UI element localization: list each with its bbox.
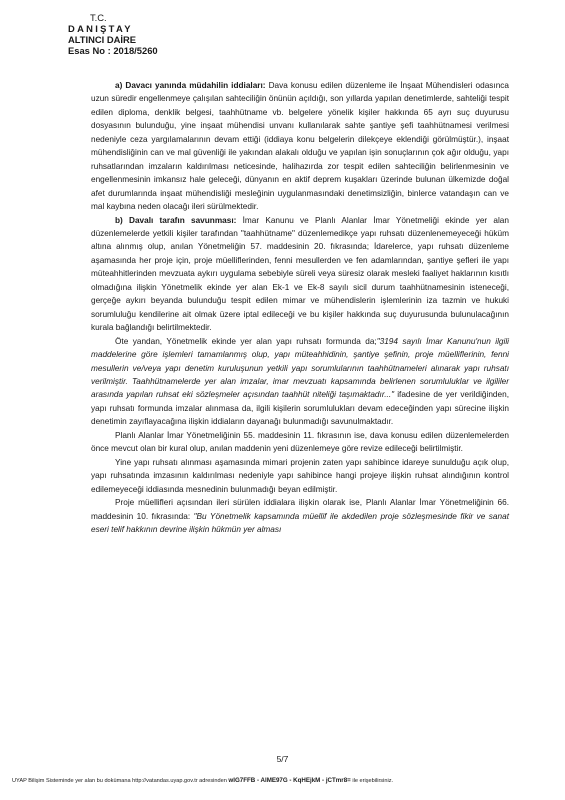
court-name: DANIŞTAY	[68, 23, 133, 34]
section-b	[91, 214, 509, 335]
section-b-text: İmar Kanunu ve Planlı Alanlar İmar Yönetmeliği ekinde yer alan düzenlemelerde yetkili kişiler tarafından "taahhütname" düzenlemedikçe yapı ruhsatı düzenlenemeyeceği hüküm altına alınmış olup, anılan Yönetmeliğin 57. maddesinin 20. fıkrasında; İdarelerce, yapı ruhsatı düzenleme aşamasında her proje için, proje müelliflerinden, fenni mesullerden ve fen adamlarından, şantiye şefleri ile yapı müteahhitlerinden mevzuata aykırı uygulama sebebiyle süreli veya süresiz olarak mesleki faaliyet haklarının kısıtlı olmadığına ilişkin Yönetmelik ekinde yer alan Ek-1 ve Ek-8 sayılı sicil durum taahhütnamesinin isteneceği, gerçeğe aykırı beyanda bulunduğu tespit edilen mimar ve mühendislerin işlemlerinin iza tazmin ve hukuki sorumluluğu kendilerine ait olmak üzere iptal edileceği ve bu kişiler hakkında suç duyurusunda bulunulacağının kurala bağlandığı belirtilmektedir.	[91, 215, 509, 333]
case-number: Esas No : 2018/5260	[68, 45, 158, 56]
paragraph-permit-pre: Öte yandan, Yönetmelik ekinde yer alan yapı ruhsatı formunda da;	[115, 336, 377, 346]
verification-code: wIG7FFB - AlME97G - KqHEjkM - jCTmr8=	[228, 777, 351, 784]
document-body	[91, 79, 509, 536]
paragraph-permit-post: ifadesine de yer verildiğinden, yapı ruhsatı formunda imzalar alınmasa da, ilgili kişilerin sorumlulukları devam edeceğinden yapı sürecine ilişkin denetimin zayıflayacağına ilişkin iddiaların dayanağı bulunmadığı savunulmaktadır.	[91, 390, 509, 427]
document-header	[68, 12, 158, 56]
paragraph-article-55: Planlı Alanlar İmar Yönetmeliğinin 55. maddesinin 11. fıkrasının ise, dava konusu edilen düzenlemelerden önce mevcut olan bir kural olup, anılan maddenin yeni düzenlemeye göre revize edileceği belirtilmiştir.	[91, 430, 509, 454]
paragraph-authors-pre: Proje müellifleri açısından ileri sürülen iddialara ilişkin olarak ise, Planlı Alanlar İmar Yönetmeliğinin 66. maddesinin 10. fıkrasında:	[91, 498, 509, 521]
footer-text-before: UYAP Bilişim Sisteminde yer alan bu dokümana http://vatandas.uyap.gov.tr adresinden	[12, 778, 227, 784]
paragraph-project-authors	[91, 496, 509, 536]
paragraph-architectural-project: Yine yapı ruhsatı alınması aşamasında mimari projenin zaten yapı sahibince idareye sunulduğu açık olup, yapı ruhsatında imzasının kaldırılması nedeniyle yapı sahibince hangi projeye ilişkin ruhsat alındığının kontrol edilemeyeceği iddiasında mesnedinin bulunmadığı beyan edilmiştir.	[91, 457, 509, 494]
section-b-heading: b) Davalı tarafın savunması:	[115, 215, 237, 225]
paragraph-permit-quote: "3194 sayılı İmar Kanunu'nun ilgili maddelerine göre işlemleri tamamlanmış olup, yapı müteahhidinin, şantiye şefinin, proje müelliflerinin, fenni mesullerin ve/veya yapı denetim kuruluşunun yetkili yapı sorumlularının taahhütnameleri alınarak yapı ruhsatı verilmiştir. Taahhütnamelerde yer alan imzalar, imar mevzuatı kapsamında belirlenen sorumluluklar ve ilgililer arasında yapılan ruhsat eki sözleşmeler açısından taahhüt niteliği taşımaktadır..."	[91, 336, 509, 400]
footer-text-after: ile erişebilirsiniz.	[352, 778, 394, 784]
page-number: 5/7	[276, 754, 289, 764]
paragraph-authors-quote: "Bu Yönetmelik kapsamında müellif ile akdedilen proje sözleşmesinde fikir ve sanat eseri telif hakkının devrine ilişkin hükmün yer alması	[91, 511, 509, 534]
section-a-heading: a) Davacı yanında müdahilin iddiaları:	[115, 81, 266, 90]
section-a	[91, 79, 509, 214]
chamber-name: ALTINCI DAİRE	[68, 34, 137, 45]
section-a-text: Dava konusu edilen düzenleme ile İnşaat Mühendisleri odasınca uzun süredir engellenmeye çalışılan sahteciliğin önünün açıldığı, son yıllarda yapılan denetimlerde, sahteliği tespit edilen diploma, denklik belgesi, taahhütname vb. belgelere yönelik kişiler hakkında 65 ayrı suç duyurusu dosyasının bulunduğu, yine inşaat mühendisi unvanı kullanılarak sahte şantiye şefi taahhütnamesi verilmesi nedeniyle ceza yargılamalarının devam ettiği (iddiaya konu belgelerin dilekçeye eklendiği görülmüştür.), inşaat mühendisliğinin can ve mal güvenliği ile yakından alakalı olduğu ve yapılan işin sonuçlarının çok ağır olduğu, yapı ruhsatlarından imzaların kaldırılması neticesinde, halihazırda zor tespit edilen sahteciliğin belirlenmesinin ve engellenmesinin imkansız hale geleceği, dünyanın en aktif deprem kuşakları üzerinde bulunan ülkemizde doğal afet durumlarında inşaat mühendisliği mesleğinin uygulanmasındaki denetimsizliğin, binlerce vatandaşın can ve mal kaybına neden olacağı ileri sürülmektedir.	[91, 81, 509, 212]
paragraph-permit-form	[91, 335, 509, 429]
republic-label: T.C.	[90, 12, 107, 23]
uyap-footer	[12, 777, 393, 784]
